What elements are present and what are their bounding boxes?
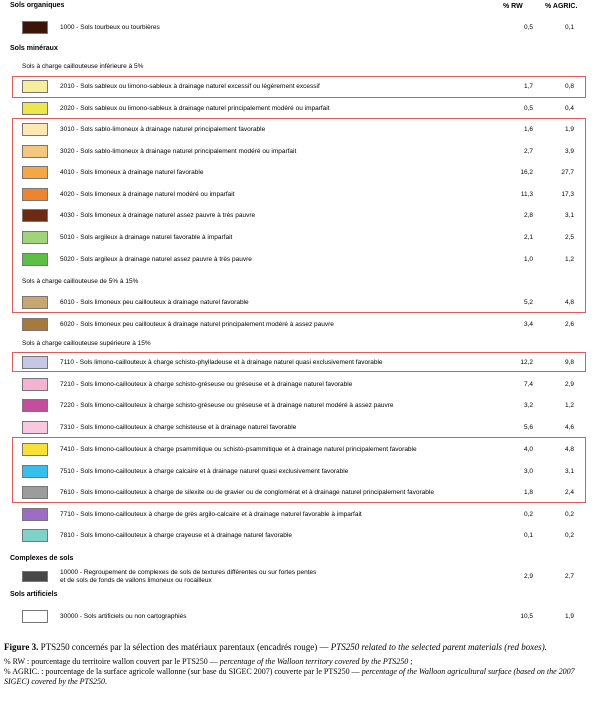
rw-percent: 5,6 — [523, 424, 533, 431]
legend-label: 7810 - Sols limono-caillouteux à charge crayeuse et à drainage naturel favorable — [60, 531, 292, 539]
caption-french: PTS250 concernés par la sélection des matériaux parentaux (encadrés rouge) — — [38, 642, 331, 652]
legend-swatch — [22, 253, 48, 266]
section-title: Sols minéraux — [10, 45, 58, 52]
legend-row — [0, 78, 600, 95]
legend-row — [0, 354, 600, 371]
legend-label: 7510 - Sols limono-caillouteux à charge calcaire et à drainage naturel quasi exclusivement favorable — [60, 467, 349, 475]
legend-label: 5010 - Sols argileux à drainage naturel favorable à imparfait — [60, 233, 233, 241]
rw-percent: 2,8 — [523, 212, 533, 219]
section-title: Sols organiques — [10, 2, 65, 9]
legend-row — [0, 229, 600, 246]
legend-label: 10000 - Regroupement de complexes de sols de textures différentes ou sur fortes pentes et de sols de fonds de vallons limoneux ou rocailleux — [60, 569, 317, 584]
legend-row — [0, 376, 600, 393]
agric-percent: 2,9 — [564, 381, 574, 388]
legend-row — [0, 251, 600, 268]
rw-percent: 3,4 — [523, 321, 533, 328]
rw-percent: 0,2 — [523, 511, 533, 518]
agric-percent: 2,5 — [564, 234, 574, 241]
legend-label: 7710 - Sols limono-caillouteux à charge de grès argilo-calcaire et à drainage naturel favorable à imparfait — [60, 510, 362, 518]
rw-percent: 0,5 — [523, 105, 533, 112]
legend-row — [0, 316, 600, 333]
figure-caption: Figure 3. PTS250 concernés par la sélection des matériaux parentaux (encadrés rouge) — PTS250 related to the selected parent materials (red boxes). % RW : pourcentage du territoire wallon couvert par le PTS250 — percentage of the Walloon territory covered by the PTS250 ; % AGRIC. : pourcentage de la surface agricole wallonne (sur base du SIGEC 2007) couverte par le PTS250 — percentage of the Walloon agricultural surface (based on the 2007 SIGEC) covered by the PTS250. — [4, 642, 575, 686]
note-agric-french: % AGRIC. : pourcentage de la surface agricole wallonne (sur base du SIGEC 2007) couverte par le PTS250 — — [4, 667, 362, 676]
legend-row — [0, 419, 600, 436]
legend-swatch — [22, 318, 48, 331]
legend-row — [0, 463, 600, 480]
agric-percent: 17,3 — [561, 191, 574, 198]
agric-percent: 3,9 — [564, 148, 574, 155]
legend-swatch — [22, 465, 48, 478]
legend-row — [0, 19, 600, 36]
agric-percent: 0,1 — [564, 24, 574, 31]
rw-percent: 1,6 — [523, 126, 533, 133]
legend-swatch — [22, 610, 48, 623]
section-title: Sols artificiels — [10, 591, 58, 598]
legend-label: 7610 - Sols limono-caillouteux à charge de silexite ou de gravier ou de conglomérat et à drainage naturel principalement favorable — [60, 488, 434, 496]
legend-label: 3020 - Sols sablo-limoneux à drainage naturel principalement modéré ou imparfait — [60, 147, 297, 155]
legend-label: 7310 - Sols limono-caillouteux à charge schisteuse et à drainage naturel favorable — [60, 423, 297, 431]
legend-row — [0, 568, 600, 585]
subsection-title: Sols à charge caillouteuse de 5% à 15% — [22, 278, 139, 285]
agric-percent: 0,2 — [564, 511, 574, 518]
legend-label: 1000 - Sols tourbeux ou tourbières — [60, 23, 160, 31]
legend-row — [0, 484, 600, 501]
legend-row — [0, 186, 600, 203]
legend-swatch — [22, 123, 48, 136]
subsection-title: Sols à charge caillouteuse supérieure à 15% — [22, 340, 151, 347]
rw-percent: 12,2 — [520, 359, 533, 366]
legend-label: 4030 - Sols limoneux à drainage naturel assez pauvre à très pauvre — [60, 211, 256, 219]
legend-swatch — [22, 80, 48, 93]
rw-percent: 0,1 — [523, 532, 533, 539]
legend-row — [0, 143, 600, 160]
legend-row — [0, 294, 600, 311]
rw-percent: 3,0 — [523, 468, 533, 475]
legend-label: 4020 - Sols limoneux à drainage naturel modéré ou imparfait — [60, 190, 235, 198]
legend-swatch — [22, 378, 48, 391]
legend-label: 7410 - Sols limono-caillouteux à charge psammitique ou schisto-psammitique et à drainage naturel principalement favorable — [60, 445, 417, 453]
legend-swatch — [22, 529, 48, 542]
legend-label: 2020 - Sols sableux ou limono-sableux à drainage naturel principalement modéré ou imparfait — [60, 104, 330, 112]
legend-row — [0, 121, 600, 138]
rw-percent: 5,2 — [523, 299, 533, 306]
legend-swatch — [22, 209, 48, 222]
agric-percent: 0,8 — [564, 83, 574, 90]
rw-percent: 11,3 — [520, 191, 533, 198]
header-rw: % RW — [503, 3, 523, 10]
legend-label: 7210 - Sols limono-caillouteux à charge schisto-gréseuse ou gréseuse et à drainage naturel favorable — [60, 380, 353, 388]
legend-swatch — [22, 421, 48, 434]
legend-row — [0, 397, 600, 414]
agric-percent: 3,1 — [564, 468, 574, 475]
legend-label: 6020 - Sols limoneux peu caillouteux à drainage naturel principalement modéré à assez pauvre — [60, 320, 334, 328]
legend-swatch — [22, 508, 48, 521]
agric-percent: 4,8 — [564, 446, 574, 453]
rw-percent: 10,5 — [520, 613, 533, 620]
rw-percent: 7,4 — [523, 381, 533, 388]
agric-percent: 0,2 — [564, 532, 574, 539]
legend-label: 4010 - Sols limoneux à drainage naturel favorable — [60, 168, 204, 176]
legend-swatch — [22, 188, 48, 201]
caption-figure-label: Figure 3. — [4, 642, 39, 652]
agric-percent: 9,8 — [564, 359, 574, 366]
legend-swatch — [22, 166, 48, 179]
legend-label: 6010 - Sols limoneux peu caillouteux à drainage naturel favorable — [60, 298, 249, 306]
note-agric-english: percentage of the Walloon agricultural surface (based on the 2007 SIGEC) covered by the PTS250 — [4, 667, 575, 686]
rw-percent: 4,0 — [523, 446, 533, 453]
legend-swatch — [22, 571, 48, 582]
legend-row — [0, 506, 600, 523]
legend-swatch — [22, 102, 48, 115]
legend-label: 5020 - Sols argileux à drainage naturel assez pauvre à très pauvre — [60, 255, 252, 263]
legend-swatch — [22, 486, 48, 499]
rw-percent: 1,0 — [523, 256, 533, 263]
legend-label: 7110 - Sols limono-caillouteux à charge schisto-phylladeuse et à drainage naturel quasi exclusivement favorable — [60, 358, 383, 366]
legend-row — [0, 608, 600, 625]
header-agric: % AGRIC. — [545, 3, 578, 10]
caption-english: PTS250 related to the selected parent materials (red boxes). — [330, 642, 547, 652]
legend-row — [0, 100, 600, 117]
section-title: Complexes de sols — [10, 555, 74, 562]
agric-percent: 3,1 — [564, 212, 574, 219]
agric-percent: 2,6 — [564, 321, 574, 328]
rw-percent: 1,8 — [523, 489, 533, 496]
legend-label: 7220 - Sols limono-caillouteux à charge schisto-gréseuse ou gréseuse et à drainage naturel modéré à assez pauvre — [60, 401, 394, 409]
agric-percent: 1,2 — [564, 402, 574, 409]
legend-label: 2010 - Sols sableux ou limono-sableux à drainage naturel excessif ou légèrement excessif — [60, 82, 320, 90]
legend-row — [0, 441, 600, 458]
rw-percent: 1,7 — [523, 83, 533, 90]
agric-percent: 4,8 — [564, 299, 574, 306]
legend-row — [0, 207, 600, 224]
legend-swatch — [22, 145, 48, 158]
subsection-title: Sols à charge caillouteuse inférieure à 5% — [22, 63, 144, 70]
rw-percent: 2,1 — [523, 234, 533, 241]
legend-row — [0, 164, 600, 181]
rw-percent: 2,7 — [523, 148, 533, 155]
legend-swatch — [22, 21, 48, 34]
legend-swatch — [22, 399, 48, 412]
note-rw-english: percentage of the Walloon territory covered by the PTS250 — [219, 657, 409, 666]
legend-row — [0, 527, 600, 544]
legend-label: 3010 - Sols sablo-limoneux à drainage naturel principalement favorable — [60, 125, 266, 133]
agric-percent: 4,6 — [564, 424, 574, 431]
legend-swatch — [22, 356, 48, 369]
legend-swatch — [22, 231, 48, 244]
agric-percent: 2,7 — [564, 573, 574, 580]
rw-percent: 16,2 — [520, 169, 533, 176]
legend-label: 30000 - Sols artificiels ou non cartographiés — [60, 612, 187, 620]
agric-percent: 2,4 — [564, 489, 574, 496]
legend-swatch — [22, 296, 48, 309]
agric-percent: 1,9 — [564, 126, 574, 133]
rw-percent: 3,2 — [523, 402, 533, 409]
agric-percent: 1,9 — [564, 613, 574, 620]
rw-percent: 2,9 — [523, 573, 533, 580]
agric-percent: 1,2 — [564, 256, 574, 263]
agric-percent: 27,7 — [561, 169, 574, 176]
rw-percent: 0,5 — [523, 24, 533, 31]
note-rw-french: % RW : pourcentage du territoire wallon couvert par le PTS250 — — [4, 657, 220, 666]
legend-swatch — [22, 443, 48, 456]
agric-percent: 0,4 — [564, 105, 574, 112]
